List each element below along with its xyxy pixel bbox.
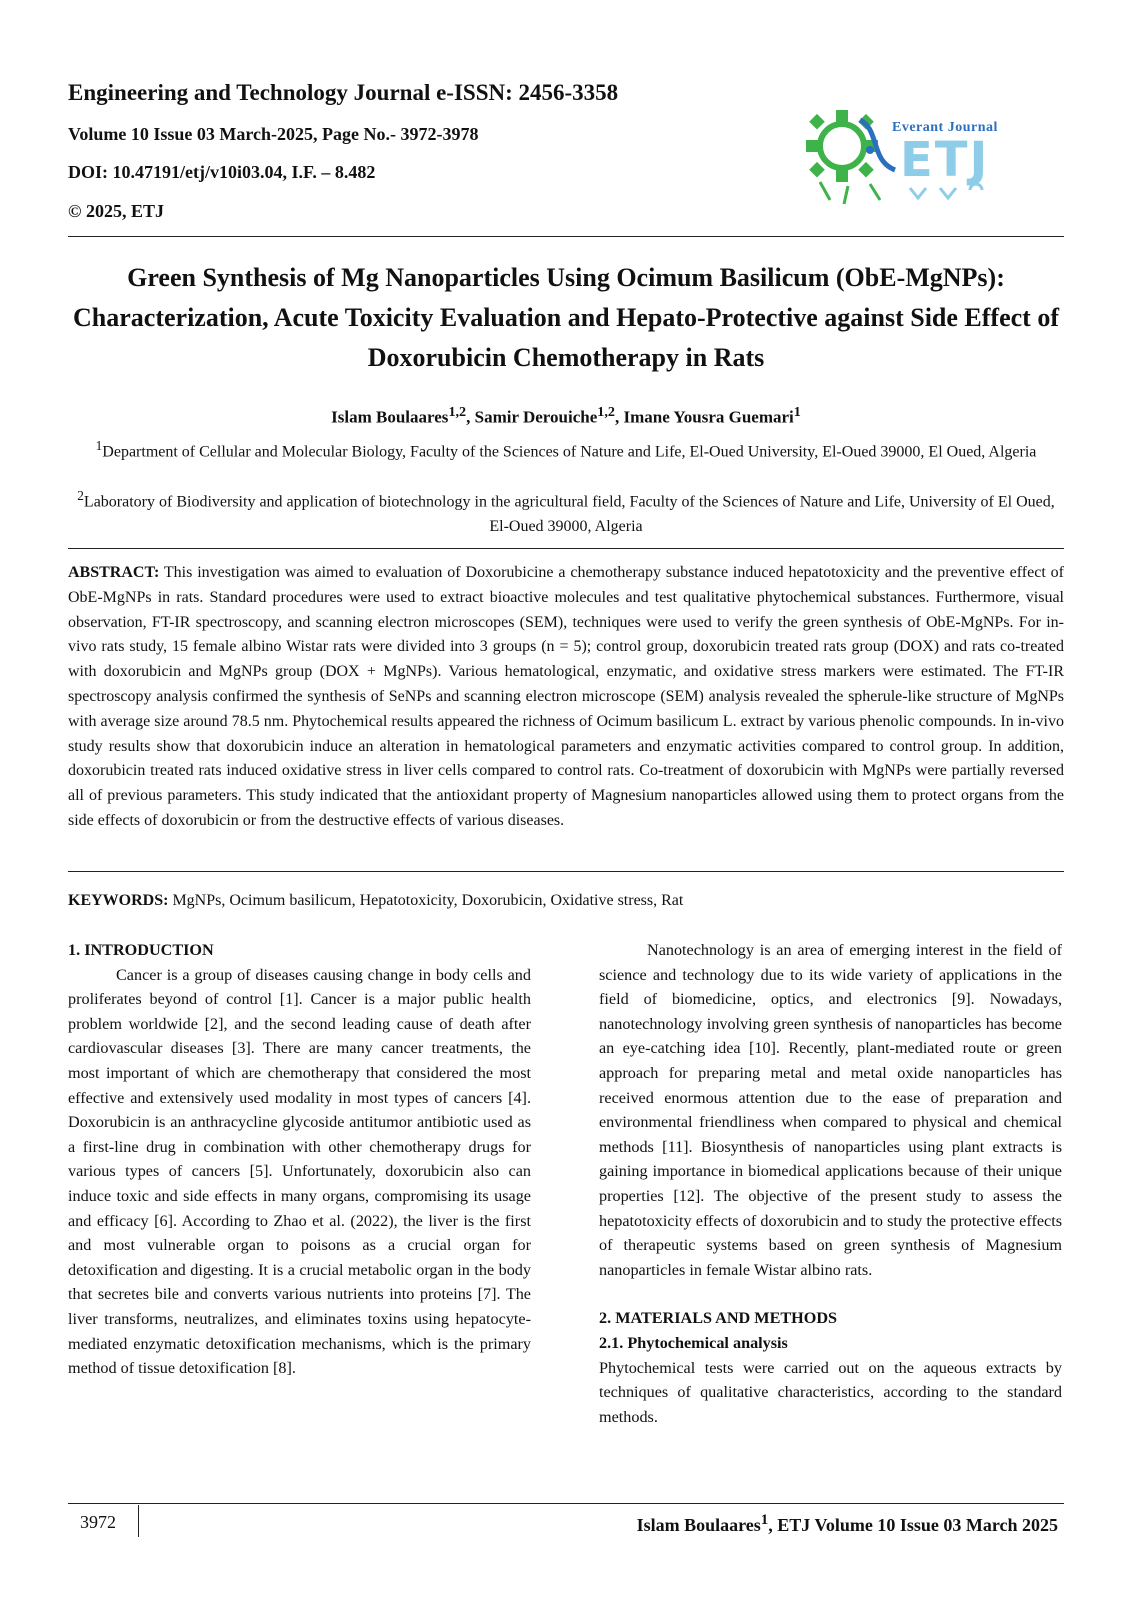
keywords-label: KEYWORDS:	[68, 892, 169, 909]
paragraph: Cancer is a group of diseases causing change in body cells and proliferates beyond of control [1]. Cancer is a major public health problem worldwide [2], and the second leading cause of death after cardiovascular diseases [3]. There are many cancer treatments, the most important of which are chemotherapy that considered the most effective and extensively used modality in most types of cancers [4]. Doxorubicin is an anthracycline glycoside antitumor antibiotic used as a first-line drug in combination with other chemotherapy drugs for various types of cancers [5]. Unfortunately, doxorubicin also can induce toxic and side effects in many organs, compromising its usage and efficacy [6]. According to Zhao et al. (2022), the liver is the first and most vulnerable organ to poisons as a crucial organ for detoxification and digesting. It is a crucial metabolic organ in the body that secretes bile and converts various nutrients into proteins [7]. The liver transforms, neutralizes, and eliminates toxins using hepatocyte-mediated enzymatic detoxification mechanisms, which is the primary method of tissue detoxification [8].	[68, 965, 531, 1378]
footer-citation	[637, 1512, 1058, 1536]
column-right	[599, 938, 1062, 1429]
volume-info: Volume 10 Issue 03 March-2025, Page No.- 3972-3978	[68, 124, 479, 144]
footer-author-sup: 1	[760, 1512, 769, 1528]
paragraph: Nanotechnology is an area of emerging interest in the field of science and technology due to its wide variety of applications in the field of biomedicine, optics, and electronics [9]. Nowadays, nanotechnology involving green synthesis of nanoparticles has become an eye-catching idea [10]. Recently, plant-mediated route or green approach for preparing metal and metal oxide nanoparticles has received enormous attention due to the ease of preparation and environmental friendliness when compared to physical and chemical methods [11]. Biosynthesis of nanoparticles using plant extracts is gaining importance in biomedical applications because of their unique properties [12]. The objective of the present study to assess the hepatotoxicity effects of doxorubicin and to study the protective effects of therapeutic systems based on green synthesis of Magnesium nanoparticles in female Wistar albino rats.	[599, 941, 1062, 1279]
footer-author: Islam Boulaares	[636, 1515, 761, 1535]
abstract-bottom-rule	[68, 871, 1064, 872]
copyright: © 2025, ETJ	[68, 201, 164, 221]
author-affil-sup: 1,2	[448, 404, 467, 420]
footer-journal-info: , ETJ Volume 10 Issue 03 March 2025	[768, 1515, 1058, 1535]
affiliation-sup: 1	[95, 438, 103, 453]
page-number: 3972	[80, 1512, 116, 1532]
affiliation-sup: 2	[77, 488, 84, 503]
doi-info: DOI: 10.47191/etj/v10i03.04, I.F. – 8.482	[68, 162, 376, 182]
abstract-top-rule	[68, 548, 1064, 549]
author-affil-sup: 1	[793, 404, 801, 420]
abstract-label: ABSTRACT:	[68, 564, 160, 581]
journal-logo	[800, 100, 1020, 210]
author-affil-sup: 1,2	[597, 404, 615, 420]
header-divider	[68, 236, 1064, 237]
column-left	[68, 938, 531, 1381]
section-heading: 2. MATERIALS AND METHODS	[599, 1309, 838, 1328]
subsection-heading: 2.1. Phytochemical analysis	[599, 1333, 788, 1352]
author-name: Imane Yousra Guemari	[623, 407, 794, 427]
affiliation-text: Laboratory of Biodiversity and application of biotechnology in the agricultural field, Faculty of the Sciences of Nature and Life, University of El Oued, El-Oued 39000, Algeria	[83, 493, 1055, 536]
keywords	[68, 892, 1064, 910]
paper-title: Green Synthesis of Mg Nanoparticles Using Ocimum Basilicum (ObE-MgNPs): Characterization, Acute Toxicity Evaluation and Hepato-Protective against Side Effect of Doxorubicin Chemotherapy in Rats	[73, 263, 1059, 372]
logo-text: Everant Journal	[892, 120, 998, 135]
affiliation	[68, 483, 1064, 539]
keywords-text: MgNPs, Ocimum basilicum, Hepatotoxicity, Doxorubicin, Oxidative stress, Rat	[172, 892, 684, 909]
author-name: Islam Boulaares	[331, 407, 449, 427]
author-name: Samir Derouiche	[474, 407, 598, 427]
journal-name: Engineering and Technology Journal e-ISSN: 2456-3358	[68, 80, 619, 105]
footer-separator	[138, 1505, 139, 1537]
author-list: Islam Boulaares$^{1,2}$, Samir Derouiche$^{1,2}$, Imane Yousra Guemari$^1$	[331, 404, 801, 427]
affiliation	[68, 433, 1064, 464]
affiliation-text: Department of Cellular and Molecular Biology, Faculty of the Sciences of Nature and Life, El-Oued University, El-Oued 39000, El Oued, Algeria	[102, 443, 1037, 461]
section-heading: 1. INTRODUCTION	[68, 941, 214, 959]
paragraph: Phytochemical tests were carried out on the aqueous extracts by techniques of qualitative characteristics, according to the standard methods.	[599, 1358, 1062, 1426]
abstract-text: This investigation was aimed to evaluation of Doxorubicine a chemotherapy substance induced hepatotoxicity and the preventive effect of ObE-MgNPs in rats. Standard procedures were used to extract bioactive molecules and test qualitative phytochemical substances. Furthermore, visual observation, FT-IR spectroscopy, and scanning electron microscopes (SEM), techniques were used to verify the green synthesis of ObE-MgNPs. For in-vivo rats study, 15 female albino Wistar rats were divided into 3 groups (n = 5); control group, doxorubicin treated rats group (DOX) and rats co-treated with doxorubicin and MgNPs group (DOX + MgNPs). Various hematological, enzymatic, and oxidative stress markers were estimated. The FT-IR spectroscopy analysis confirmed the synthesis of SeNPs and scanning electron microscope (SEM) analysis revealed the spherule-like structure of MgNPs with average size around 78.5 nm. Phytochemical results appeared the richness of Ocimum basilicum L. extract by various phenolic compounds. In in-vivo study results show that doxorubicin induce an alteration in hematological parameters and enzymatic activities compared to control group. In addition, doxorubicin treated rats induced oxidative stress in liver cells compared to control rats. Co-treatment of doxorubicin with MgNPs were partially reversed all of previous parameters. This study indicated that the antioxidant property of Magnesium nanoparticles allowed using them to protect organs from the side effects of doxorubicin or from the destructive effects of various diseases.	[68, 564, 1064, 829]
logo-mark: ETJ	[900, 132, 990, 188]
footer-divider	[68, 1503, 1064, 1504]
abstract	[68, 561, 1064, 834]
